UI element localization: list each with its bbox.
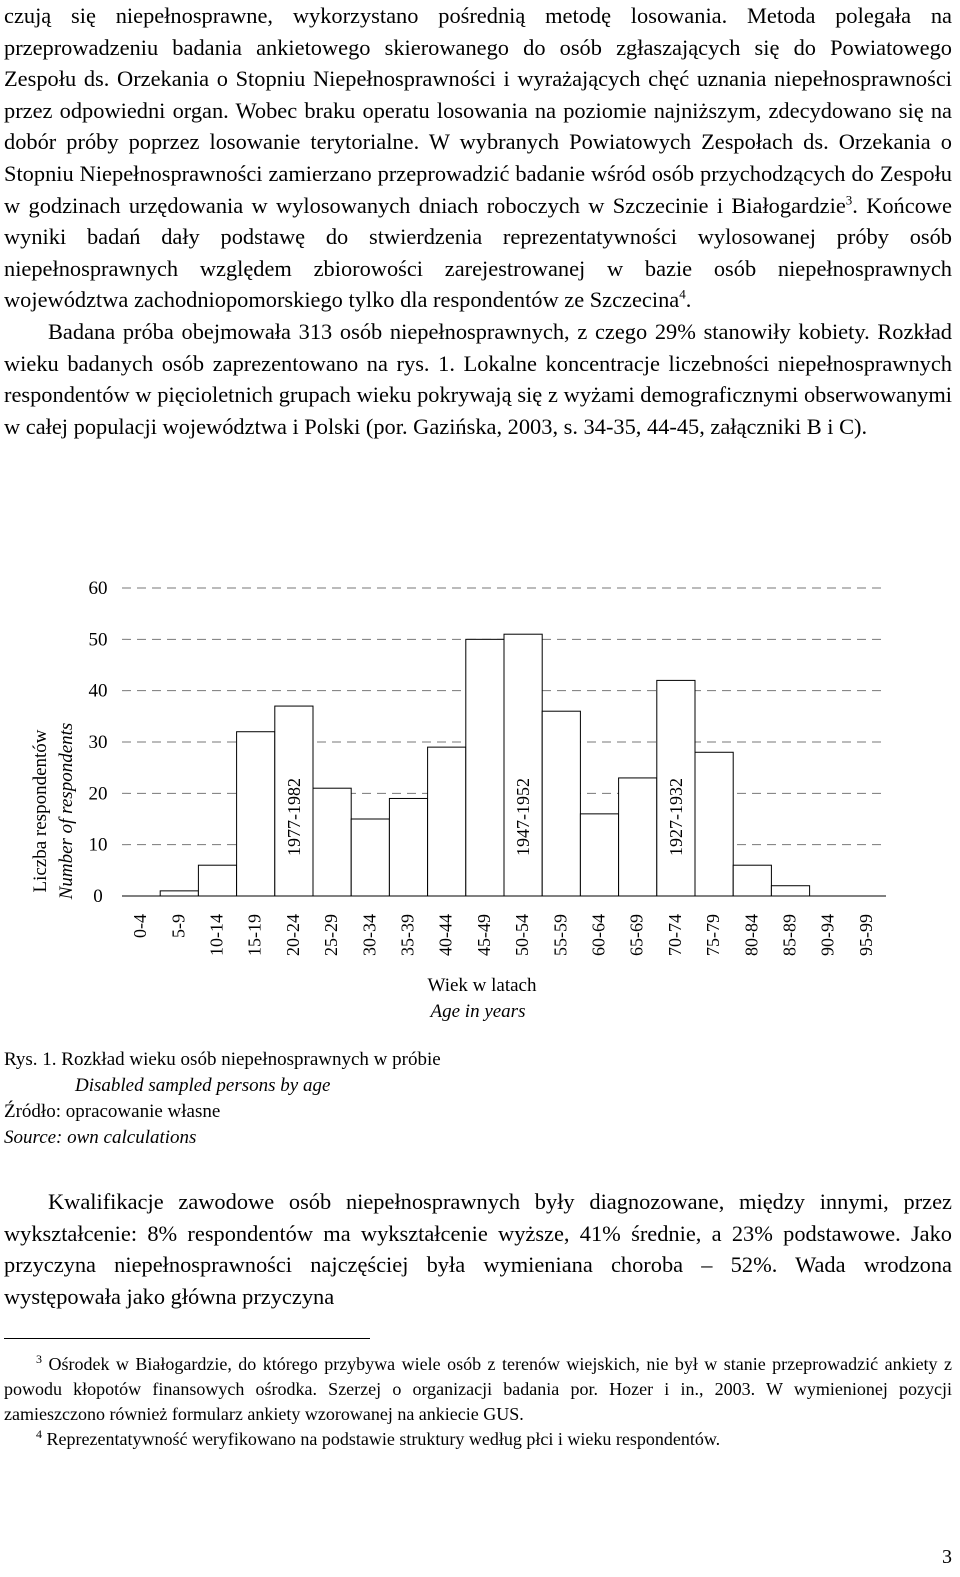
bar-5-9 (160, 891, 198, 896)
x-tick-labels (130, 914, 876, 956)
x-axis-label-en: Age in years (430, 1001, 526, 1022)
x-tick-label: 50-54 (512, 914, 533, 956)
y-axis-label-en: Number of respondents (56, 722, 77, 900)
figure-caption (4, 1047, 441, 1151)
footnote-3 (4, 1352, 952, 1427)
caption-source-en: Source: own calculations (4, 1127, 197, 1148)
x-tick-label: 30-34 (359, 914, 380, 956)
footnote-ref-3: 3 (845, 192, 853, 208)
x-tick-label: 25-29 (321, 914, 342, 956)
y-tick-label: 50 (88, 629, 108, 651)
page-number: 3 (942, 1546, 952, 1568)
page-body (4, 0, 952, 442)
bar-15-19 (237, 732, 275, 896)
chart-bars (160, 634, 809, 896)
y-tick-label: 40 (88, 680, 108, 702)
cohort-label: 1947-1952 (513, 778, 534, 856)
cohort-label: 1977-1982 (283, 778, 304, 856)
y-tick-labels (89, 578, 108, 907)
bar-30-34 (351, 819, 389, 896)
x-tick-label: 40-44 (435, 914, 456, 956)
footnote-3-number: 3 (36, 1352, 42, 1366)
paragraph-method-text-a: czują się niepełnosprawne, wykorzystano pośrednią metodę losowania. Metoda polegała na przeprowadzeniu badania ankietowego skierowanego do osób zgłaszających się do Powiatowego Zespołu ds. Orzekania o Stopniu Niepełnosprawności i wyrażających chęć uznania niepełnosprawności przez odpowiedni organ. Wobec braku operatu losowania na poziomie najniższym, zdecydowano się na dobór próby poprzez losowanie terytorialne. W wybranych Powiatowych Zespołach ds. Orzekania o Stopniu Niepełnosprawności zamierzano przeprowadzić badanie wśród osób przychodzących do Zespołu w godzinach urzędowania w wylosowanych dniach roboczych w Szczecinie i Białogardzie (4, 3, 952, 218)
bar-10-14 (198, 865, 236, 896)
footnote-4-text: Reprezentatywność weryfikowano na podstawie struktury według płci i wieku respondentów. (46, 1429, 721, 1449)
paragraph-method-text-b: . Końcowe wyniki badań dały podstawę do stwierdzenia reprezentatywności wylosowanej próby osób niepełnosprawnych względem zbiorowości zarejestrowanej w bazie osób niepełnosprawnych województwa zachodniopomorskiego tylko dla respondentów ze Szczecina (4, 192, 952, 313)
x-tick-label: 75-79 (703, 914, 724, 956)
footnote-ref-4: 4 (679, 286, 686, 302)
page-body-continued (4, 1186, 952, 1312)
x-axis-label-pl: Wiek w latach (427, 975, 537, 996)
x-tick-label: 15-19 (244, 914, 265, 956)
x-tick-label: 65-69 (626, 914, 647, 956)
y-axis-label-pl: Liczba respondentów (30, 729, 51, 893)
bar-80-84 (733, 865, 771, 896)
bar-35-39 (389, 798, 427, 896)
cohort-label: 1927-1932 (665, 778, 686, 856)
x-tick-label: 45-49 (473, 914, 494, 956)
x-tick-label: 85-89 (779, 914, 800, 956)
paragraph-method (4, 0, 952, 316)
footnote-4 (4, 1427, 952, 1452)
x-tick-label: 95-99 (855, 914, 876, 956)
y-tick-label: 0 (93, 886, 103, 907)
bar-25-29 (313, 788, 351, 896)
y-tick-label: 60 (88, 578, 108, 599)
x-tick-label: 90-94 (817, 914, 838, 956)
y-tick-label: 20 (88, 783, 108, 805)
x-tick-label: 10-14 (206, 914, 227, 956)
caption-title-en: Disabled sampled persons by age (75, 1075, 331, 1096)
caption-title: Rys. 1. Rozkład wieku osób niepełnosprawnych w próbie (4, 1049, 441, 1070)
footnote-4-number: 4 (36, 1427, 42, 1441)
footnote-divider (4, 1338, 370, 1339)
footnote-3-text: Ośrodek w Białogardzie, do którego przybywa wiele osób z terenów wiejskich, nie był w stanie przeprowadzić ankiety z powodu kłopotów finansowych ośrodka. Szerzej o organizacji badania por. Hozer i in., 2003. W wymienionej pozycji zamieszczono również formularz ankiety wzorowanej na ankiecie GUS. (4, 1354, 953, 1424)
bar-45-49 (466, 639, 504, 896)
x-tick-label: 35-39 (397, 914, 418, 956)
bar-55-59 (542, 711, 580, 896)
x-tick-label: 0-4 (130, 914, 151, 938)
x-tick-label: 60-64 (588, 914, 609, 956)
bar-85-89 (771, 886, 809, 896)
caption-source: Źródło: opracowanie własne (4, 1101, 221, 1122)
paragraph-qualifications: Kwalifikacje zawodowe osób niepełnosprawnych były diagnozowane, między innymi, przez wykształcenie: 8% respondentów ma wykształcenie wyższe, 41% średnie, a 23% podstawowe. Jako przyczyna niepełnosprawności najczęściej była wymieniana choroba – 52%. Wada wrodzona występowała jako główna przyczyna (4, 1189, 952, 1309)
bar-65-69 (619, 778, 657, 896)
x-tick-label: 80-84 (741, 914, 762, 956)
paragraph-method-text-c: . (685, 287, 692, 313)
bar-40-44 (428, 747, 466, 896)
y-tick-label: 10 (88, 834, 108, 856)
x-tick-label: 20-24 (282, 914, 303, 956)
footnotes (4, 1352, 952, 1452)
bar-75-79 (695, 752, 733, 896)
paragraph-sample: Badana próba obejmowała 313 osób niepełnosprawnych, z czego 29% stanowiły kobiety. Rozkład wieku badanych osób zaprezentowano na rys. 1. Lokalne koncentracje liczebności niepełnosprawnych respondentów w pięcioletnich grupach wieku pokrywają się z wyżami demograficznymi obserwowanymi w całej populacji województwa i Polski (por. Gazińska, 2003, s. 34-35, 44-45, załączniki B i C). (4, 318, 952, 439)
age-distribution-chart (0, 568, 960, 1038)
y-tick-label: 30 (88, 732, 108, 753)
x-tick-label: 55-59 (550, 914, 571, 956)
x-tick-label: 70-74 (664, 914, 685, 956)
x-tick-label: 5-9 (168, 914, 189, 938)
bar-60-64 (580, 814, 618, 896)
